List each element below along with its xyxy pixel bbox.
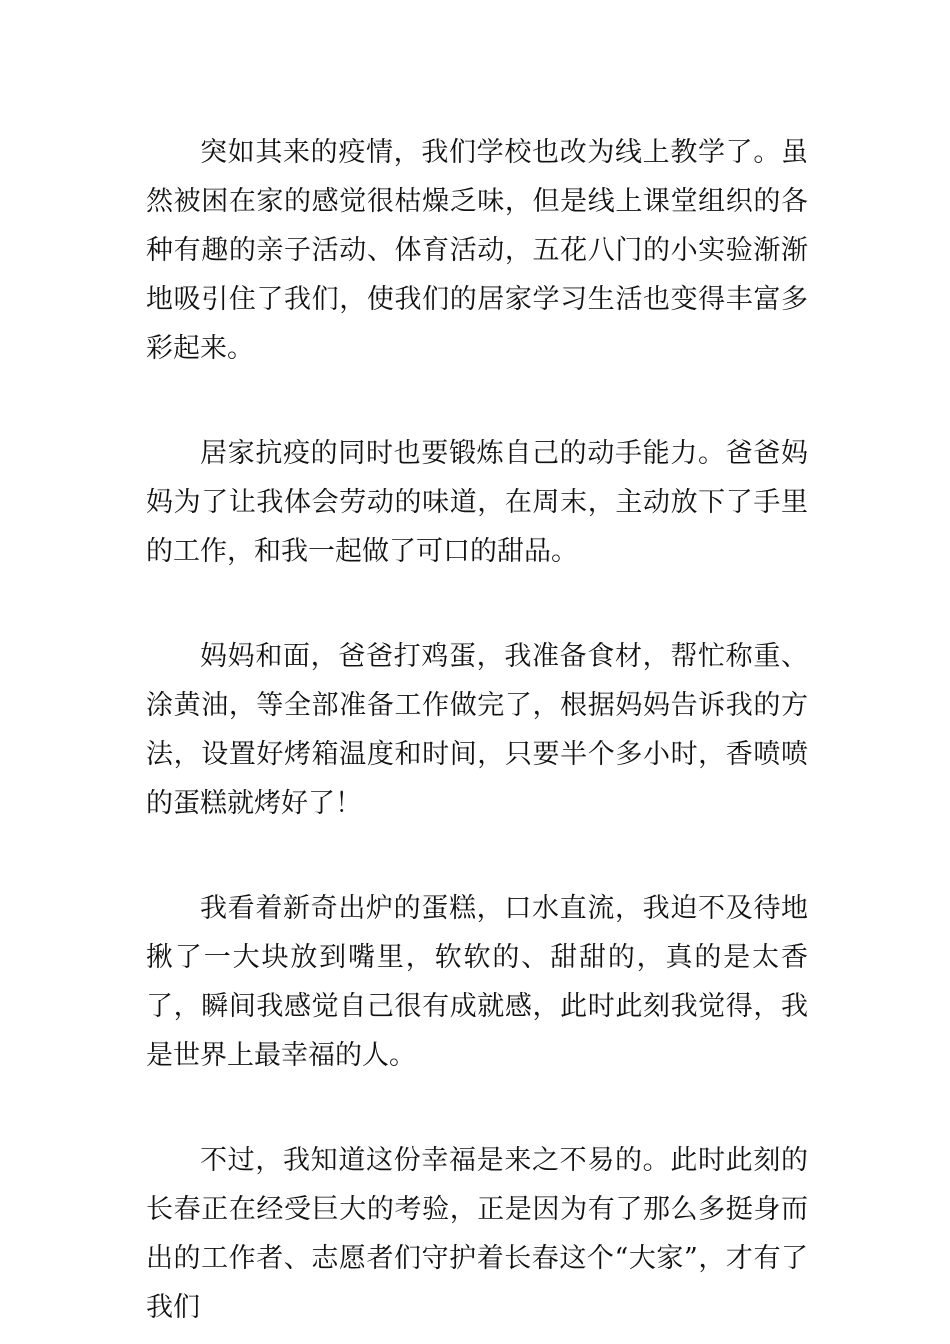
document-body bbox=[146, 128, 808, 1332]
paragraph-4: 我看着新奇出炉的蛋糕，口水直流，我迫不及待地揪了一大块放到嘴里，软软的、甜甜的，真的是太香了，瞬间我感觉自己很有成就感，此时此刻我觉得，我是世界上最幸福的人。 bbox=[146, 893, 808, 1071]
paragraph-2: 居家抗疫的同时也要锻炼自己的动手能力。爸爸妈妈为了让我体会劳动的味道，在周末，主动放下了手里的工作，和我一起做了可口的甜品。 bbox=[146, 438, 808, 567]
paragraph-5: 不过，我知道这份幸福是来之不易的。此时此刻的长春正在经受巨大的考验，正是因为有了那么多挺身而出的工作者、志愿者们守护着长春这个“大家”，才有了我们 bbox=[146, 1145, 808, 1323]
paragraph-3: 妈妈和面，爸爸打鸡蛋，我准备食材，帮忙称重、涂黄油，等全部准备工作做完了，根据妈妈告诉我的方法，设置好烤箱温度和时间，只要半个多小时，香喷喷的蛋糕就烤好了！ bbox=[146, 641, 808, 819]
paragraph-1: 突如其来的疫情，我们学校也改为线上教学了。虽然被困在家的感觉很枯燥乏味，但是线上课堂组织的各种有趣的亲子活动、体育活动，五花八门的小实验渐渐地吸引住了我们，使我们的居家学习生活也变得丰富多彩起来。 bbox=[146, 137, 808, 364]
